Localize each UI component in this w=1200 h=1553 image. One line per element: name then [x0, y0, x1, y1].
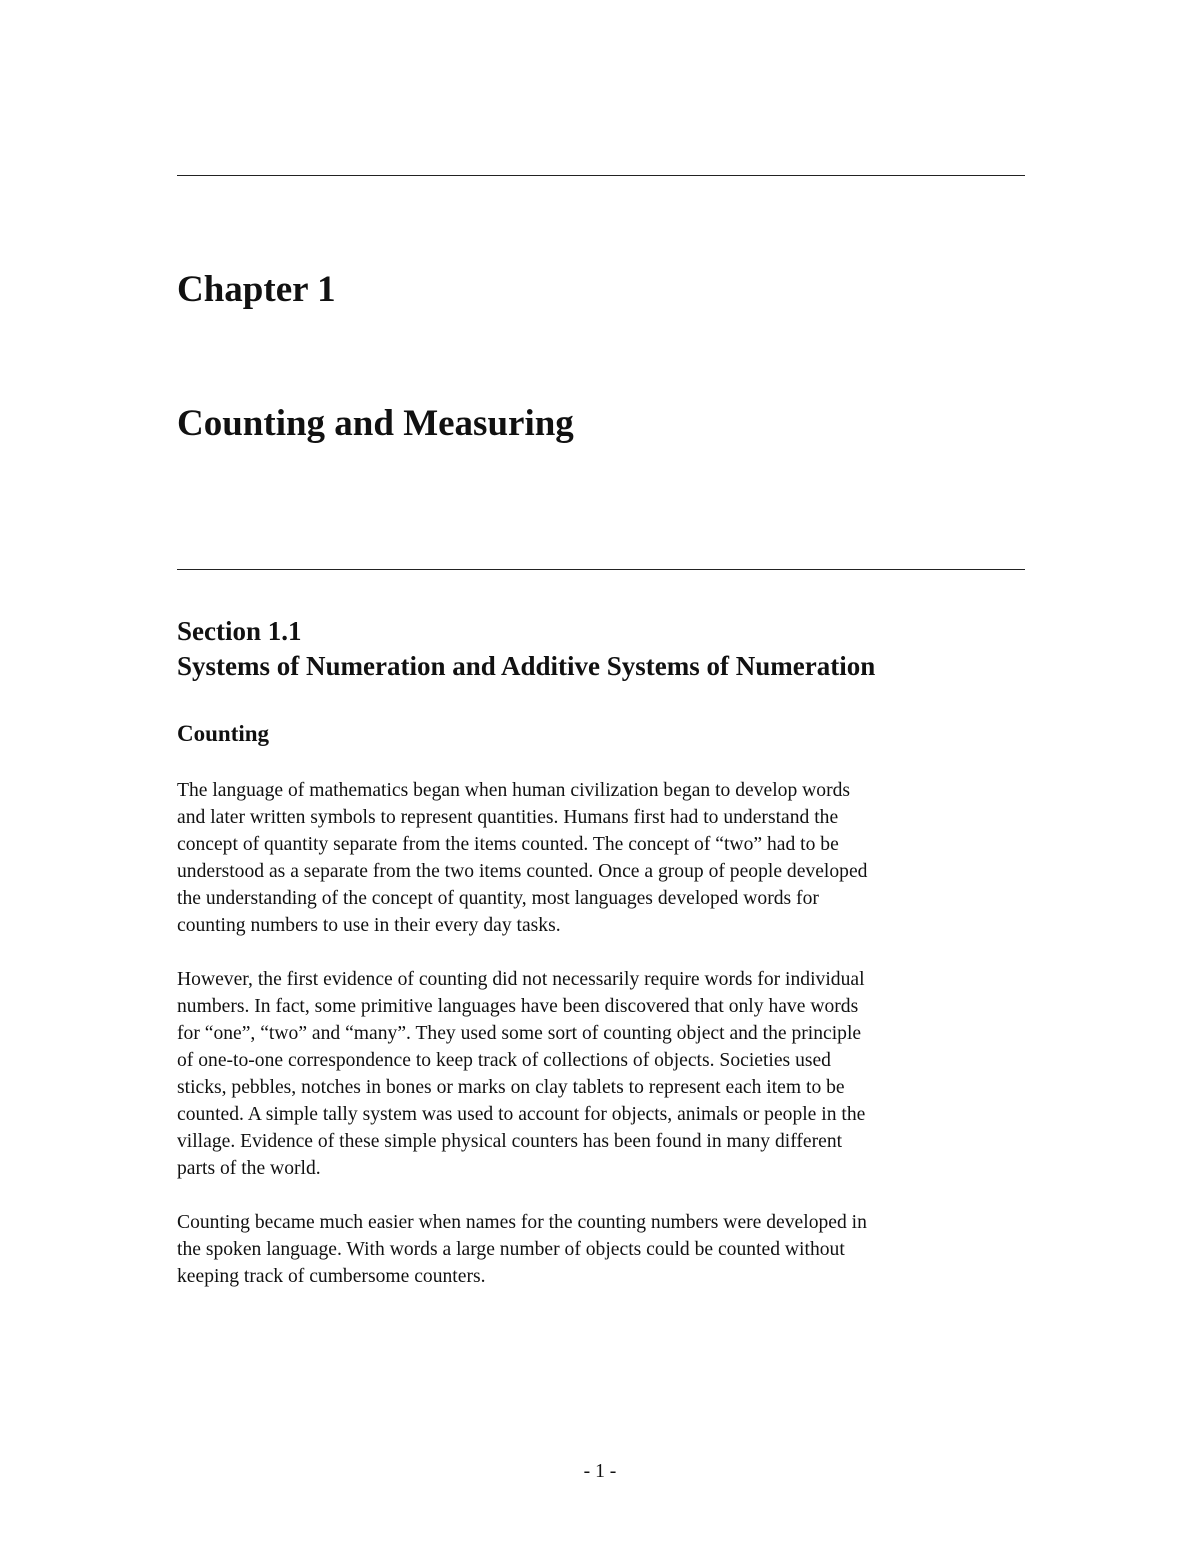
text-line: of one-to-one correspondence to keep track of collections of objects. Societies used	[177, 1050, 831, 1071]
text-line: understood as a separate from the two items counted. Once a group of people developed	[177, 861, 868, 882]
text-line: the understanding of the concept of quantity, most languages developed words for	[177, 888, 819, 909]
text-line: concept of quantity separate from the items counted. The concept of “two” had to be	[177, 834, 839, 855]
text-line: numbers. In fact, some primitive languages have been discovered that only have words	[177, 996, 859, 1017]
text-line: The language of mathematics began when human civilization began to develop words	[177, 780, 851, 801]
paragraph-3	[177, 1209, 1027, 1290]
text-line: and later written symbols to represent quantities. Humans first had to understand the	[177, 807, 839, 828]
section-heading	[177, 614, 875, 684]
bottom-divider-line	[177, 569, 1025, 570]
chapter-number: Chapter 1	[177, 269, 336, 310]
text-line: the spoken language. With words a large number of objects could be counted without	[177, 1239, 845, 1260]
chapter-title: Counting and Measuring	[177, 403, 574, 444]
section-number: Section 1.1	[177, 616, 302, 646]
page-number: - 1 -	[583, 1461, 617, 1482]
text-line: However, the first evidence of counting did not necessarily require words for individual	[177, 969, 865, 990]
text-line: counted. A simple tally system was used to account for objects, animals or people in the	[177, 1104, 866, 1125]
top-divider-line	[177, 175, 1025, 176]
paragraph-2	[177, 966, 1027, 1182]
text-line: Counting became much easier when names for the counting numbers were developed in	[177, 1212, 867, 1233]
text-line: village. Evidence of these simple physical counters has been found in many different	[177, 1131, 843, 1152]
paragraph-1	[177, 777, 1027, 939]
text-line: for “one”, “two” and “many”. They used some sort of counting object and the principle	[177, 1023, 862, 1044]
text-line: counting numbers to use in their every day tasks.	[177, 915, 561, 936]
text-line: parts of the world.	[177, 1158, 321, 1179]
text-line: sticks, pebbles, notches in bones or marks on clay tablets to represent each item to be	[177, 1077, 845, 1098]
text-line: keeping track of cumbersome counters.	[177, 1266, 486, 1287]
section-title: Systems of Numeration and Additive Systems of Numeration	[177, 651, 876, 681]
subsection-heading: Counting	[177, 721, 270, 746]
